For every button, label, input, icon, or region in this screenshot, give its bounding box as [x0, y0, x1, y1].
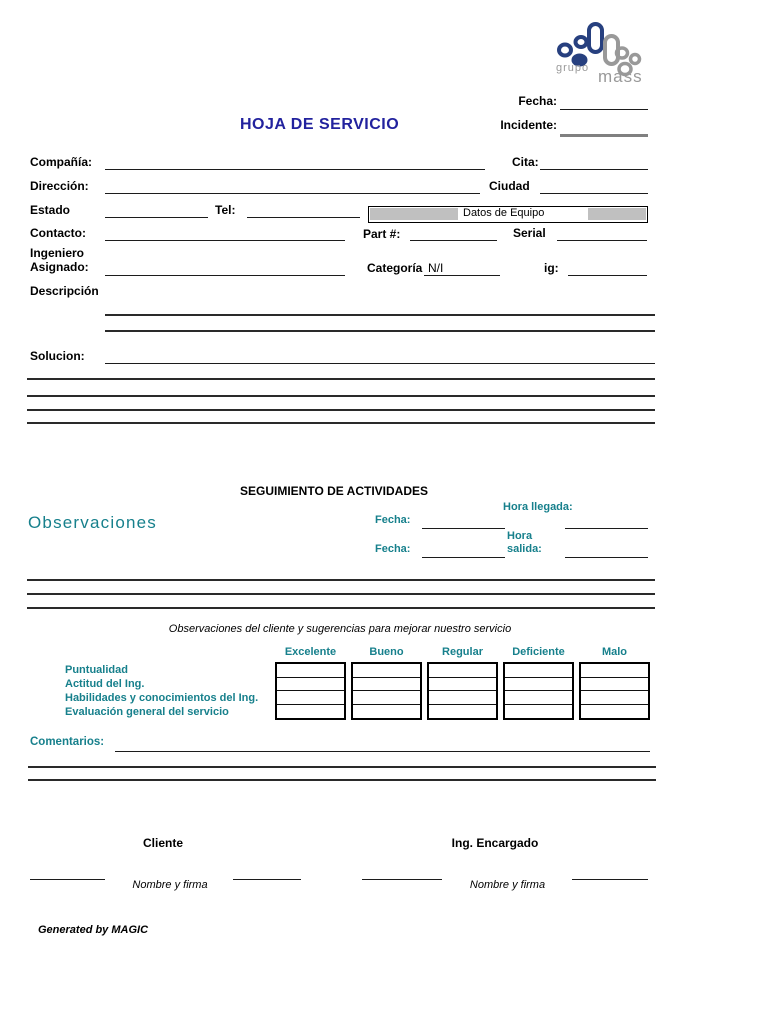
rating-cell[interactable] [429, 678, 496, 692]
logo-text-grupo: grupo [556, 62, 590, 74]
datos-de-equipo-header [368, 206, 648, 223]
descripcion-input-line[interactable] [105, 314, 655, 316]
fecha-input-line[interactable] [560, 109, 648, 110]
observaciones-input-line[interactable] [27, 607, 655, 609]
descripcion-label: Descripción [30, 284, 99, 298]
solucion-input-line[interactable] [27, 395, 655, 397]
ig-input-line[interactable] [568, 275, 647, 276]
gray-chip-right [588, 208, 646, 220]
ciudad-label: Ciudad [489, 179, 530, 193]
survey-intro: Observaciones del cliente y sugerencias para mejorar nuestro servicio [168, 623, 512, 635]
categoria-value: N/I [428, 261, 444, 275]
fecha2-label: Fecha: [375, 543, 411, 555]
hora-llegada-label: Hora llegada: [503, 501, 573, 513]
fecha1-input-line[interactable] [422, 528, 505, 529]
contacto-label: Contacto: [30, 226, 86, 240]
categoria-label: Categoría [367, 261, 423, 275]
comentarios-input-line[interactable] [115, 751, 650, 752]
column-header-deficiente: Deficiente [512, 646, 565, 658]
incidente-label: Incidente: [500, 118, 557, 132]
comentarios-input-line[interactable] [28, 766, 656, 768]
rating-cell[interactable] [353, 664, 420, 678]
descripcion-input-line[interactable] [105, 330, 655, 332]
rating-box-bueno [351, 662, 422, 720]
ig-label: ig: [544, 261, 559, 275]
rating-box-deficiente [503, 662, 574, 720]
rating-cell[interactable] [277, 678, 344, 692]
observaciones-input-line[interactable] [27, 579, 655, 581]
solucion-input-line[interactable] [105, 363, 655, 364]
hora-salida-input-line[interactable] [565, 557, 648, 558]
observaciones-title: Observaciones [28, 513, 157, 532]
fecha1-label: Fecha: [375, 514, 411, 526]
rating-cell[interactable] [581, 678, 648, 692]
rating-cell[interactable] [505, 705, 572, 719]
rating-cell[interactable] [429, 691, 496, 705]
direccion-input-line[interactable] [105, 193, 480, 194]
column-header-excelente: Excelente [284, 646, 337, 658]
rating-cell[interactable] [505, 664, 572, 678]
solucion-input-line[interactable] [27, 378, 655, 380]
row-label-evaluacion: Evaluación general del servicio [65, 706, 229, 718]
ingeniero-label: Ingeniero [30, 246, 85, 260]
datos-equipo-label: Datos de Equipo [463, 207, 545, 219]
estado-label: Estado [30, 203, 71, 217]
page-title: HOJA DE SERVICIO [240, 116, 400, 133]
cliente-signature-line[interactable] [233, 879, 301, 880]
row-label-puntualidad: Puntualidad [65, 664, 128, 676]
cliente-signature-line[interactable] [30, 879, 105, 880]
rating-cell[interactable] [277, 705, 344, 719]
rating-cell[interactable] [429, 705, 496, 719]
part-label: Part #: [363, 227, 401, 241]
rating-cell[interactable] [505, 691, 572, 705]
rating-cell[interactable] [581, 705, 648, 719]
fecha2-input-line[interactable] [422, 557, 505, 558]
rating-cell[interactable] [505, 678, 572, 692]
salida-label: salida: [507, 543, 542, 555]
rating-cell[interactable] [581, 691, 648, 705]
comentarios-input-line[interactable] [28, 779, 656, 781]
rating-box-excelente [275, 662, 346, 720]
tel-label: Tel: [215, 203, 236, 217]
gray-chip-left [370, 208, 458, 220]
cliente-label: Cliente [142, 836, 183, 850]
part-input-line[interactable] [410, 240, 497, 241]
rating-cell[interactable] [581, 664, 648, 678]
categoria-input-line[interactable] [424, 275, 500, 276]
solucion-label: Solucion: [30, 349, 85, 363]
observaciones-input-line[interactable] [27, 593, 655, 595]
asignado-label: Asignado: [30, 260, 89, 274]
serial-label: Serial [513, 226, 546, 240]
ing-signature-line[interactable] [362, 879, 442, 880]
serial-input-line[interactable] [557, 240, 647, 241]
contacto-input-line[interactable] [105, 240, 345, 241]
column-header-malo: Malo [601, 646, 628, 658]
ing-encargado-label: Ing. Encargado [451, 836, 539, 850]
rating-cell[interactable] [353, 678, 420, 692]
ing-signature-line[interactable] [572, 879, 648, 880]
hora-label: Hora [507, 530, 533, 542]
ingeniero-input-line[interactable] [105, 275, 345, 276]
column-header-bueno: Bueno [369, 646, 404, 658]
cita-input-line[interactable] [540, 169, 648, 170]
rating-box-regular [427, 662, 498, 720]
estado-input-line[interactable] [105, 217, 208, 218]
row-label-actitud: Actitud del Ing. [65, 678, 145, 690]
rating-cell[interactable] [277, 664, 344, 678]
compania-label: Compañía: [30, 155, 93, 169]
compania-input-line[interactable] [105, 169, 485, 170]
rating-cell[interactable] [353, 691, 420, 705]
direccion-label: Dirección: [30, 179, 89, 193]
incidente-input-line[interactable] [560, 134, 648, 137]
ciudad-input-line[interactable] [540, 193, 648, 194]
solucion-input-line[interactable] [27, 409, 655, 411]
rating-box-malo [579, 662, 650, 720]
hora-llegada-input-line[interactable] [565, 528, 648, 529]
generated-by-label: Generated by MAGIC [38, 924, 149, 936]
rating-cell[interactable] [277, 691, 344, 705]
comentarios-label: Comentarios: [30, 736, 105, 748]
rating-cell[interactable] [353, 705, 420, 719]
solucion-input-line[interactable] [27, 422, 655, 424]
cita-label: Cita: [512, 155, 539, 169]
nombre-firma-ing-label: Nombre y firma [469, 879, 546, 891]
nombre-firma-cliente-label: Nombre y firma [132, 879, 208, 891]
column-header-regular: Regular [442, 646, 483, 658]
tel-input-line[interactable] [247, 217, 360, 218]
logo-text-mass: mass [598, 67, 643, 86]
seguimiento-title: SEGUIMIENTO DE ACTIVIDADES [239, 484, 429, 498]
rating-cell[interactable] [429, 664, 496, 678]
fecha-label: Fecha: [518, 94, 557, 108]
row-label-habilidades: Habilidades y conocimientos del Ing. [65, 692, 259, 704]
